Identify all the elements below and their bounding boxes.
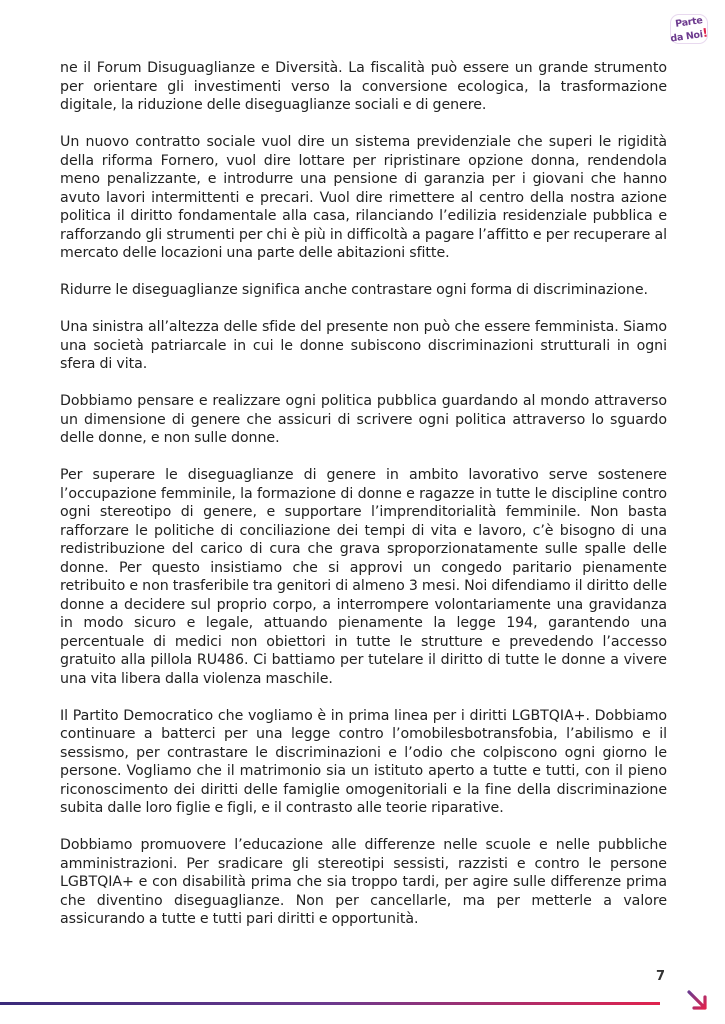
paragraph-social-contract: Un nuovo contratto sociale vuol dire un sistema previdenziale che superi le rigidità della riforma Fornero, vuol dire lottare per ripristinare opzione donna, rendendola meno penalizzante, e introdurre una pensione di garanzia per i giovani che hanno avuto lavori intermittenti e precari. Vuol dire rimettere al centro della nostra azione politica il diritto fondamentale alla casa, rilanciando l’edilizia residenziale pubblica e rafforzando gli strumenti per chi è più in difficoltà a pagare l’affitto e per recuperare al mercato delle locazioni una parte delle abitazioni sfitte. bbox=[60, 134, 667, 261]
document-body bbox=[60, 59, 667, 947]
paragraph-gender-inequality: Per superare le diseguaglianze di genere in ambito lavorativo serve sostenere l’occupazione femminile, la formazione di donne e ragazze in tutte le discipline contro ogni stereotipo di genere, e supportare l’imprenditorialità femminile. Non basta rafforzare le politiche di conciliazione dei tempi di vita e lavoro, c’è bisogno di una redistribuzione del carico di cura che grava sproporzionatamente sulle spalle delle donne. Per questo insistiamo che si approvi un congedo paritario pienamente retribuito e non trasferibile tra genitori di almeno 3 mesi. Noi difendiamo il diritto delle donne a decidere sul proprio corpo, a interrompere volontariamente una gravidanza in modo sicuro e legale, attuando pienamente la legge 194, garantendo una percentuale di medici non obiettori in tutte le strutture e prevedendo l’accesso gratuito alla pillola RU486. Ci battiamo per tutelare il diritto di tutte le donne a vivere una vita libera dalla violenza maschile. bbox=[60, 467, 667, 687]
paragraph-gender-dimension: Dobbiamo pensare e realizzare ogni politica pubblica guardando al mondo attraverso un dimensione di genere che assicuri di scrivere ogni politica attraverso lo sguardo delle donne, e non sulle donne. bbox=[60, 393, 667, 446]
paragraph-feminist-left: Una sinistra all’altezza delle sfide del presente non può che essere femminista. Siamo una società patriarcale in cui le donne subiscono discriminazioni strutturali in ogni sfera di vita. bbox=[60, 319, 667, 372]
brand-logo bbox=[667, 12, 711, 46]
arrow-down-right-icon bbox=[685, 988, 711, 1014]
page-number: 7 bbox=[655, 969, 665, 984]
paragraph-discrimination: Ridurre le diseguaglianze significa anche contrastare ogni forma di discriminazione. bbox=[60, 282, 648, 298]
paragraph-education-differences: Dobbiamo promuovere l’educazione alle differenze nelle scuole e nelle pubbliche amministrazioni. Per sradicare gli stereotipi sessisti, razzisti e contro le persone LGBTQIA+ e con disabilità prima che sia troppo tardi, per agire sulle differenze prima che diventino diseguaglianze. Non per cancellarle, ma per metterle a valore assicurando a tutte e tutti pari diritti e opportunità. bbox=[60, 837, 667, 927]
paragraph-continuation: ne il Forum Disuguaglianze e Diversità. La fiscalità può essere un grande strumento per orientare gli investimenti verso la conversione ecologica, la trasformazione digitale, la riduzione delle diseguaglianze sociali e di genere. bbox=[60, 60, 667, 113]
logo-line-2-text: da Noi bbox=[669, 28, 704, 45]
logo-line-1: Parte bbox=[674, 15, 704, 30]
footer-gradient-bar bbox=[0, 1002, 660, 1005]
paragraph-lgbtqia-rights: Il Partito Democratico che vogliamo è in prima linea per i diritti LGBTQIA+. Dobbiamo continuare a batterci per una legge contro l’omobilesbotransfobia, l’abilismo e il sessismo, per contrastare le discriminazioni e l’odio che colpiscono ogni giorno le persone. Vogliamo che il matrimonio sia un istituto aperto a tutte e tutti, con il pieno riconoscimento dei diritti delle famiglie omogenitoriali e la fine della discriminazione subita dalle loro figlie e figli, e il contrasto alle teorie riparative. bbox=[60, 707, 667, 816]
logo-exclamation: ! bbox=[701, 24, 709, 40]
